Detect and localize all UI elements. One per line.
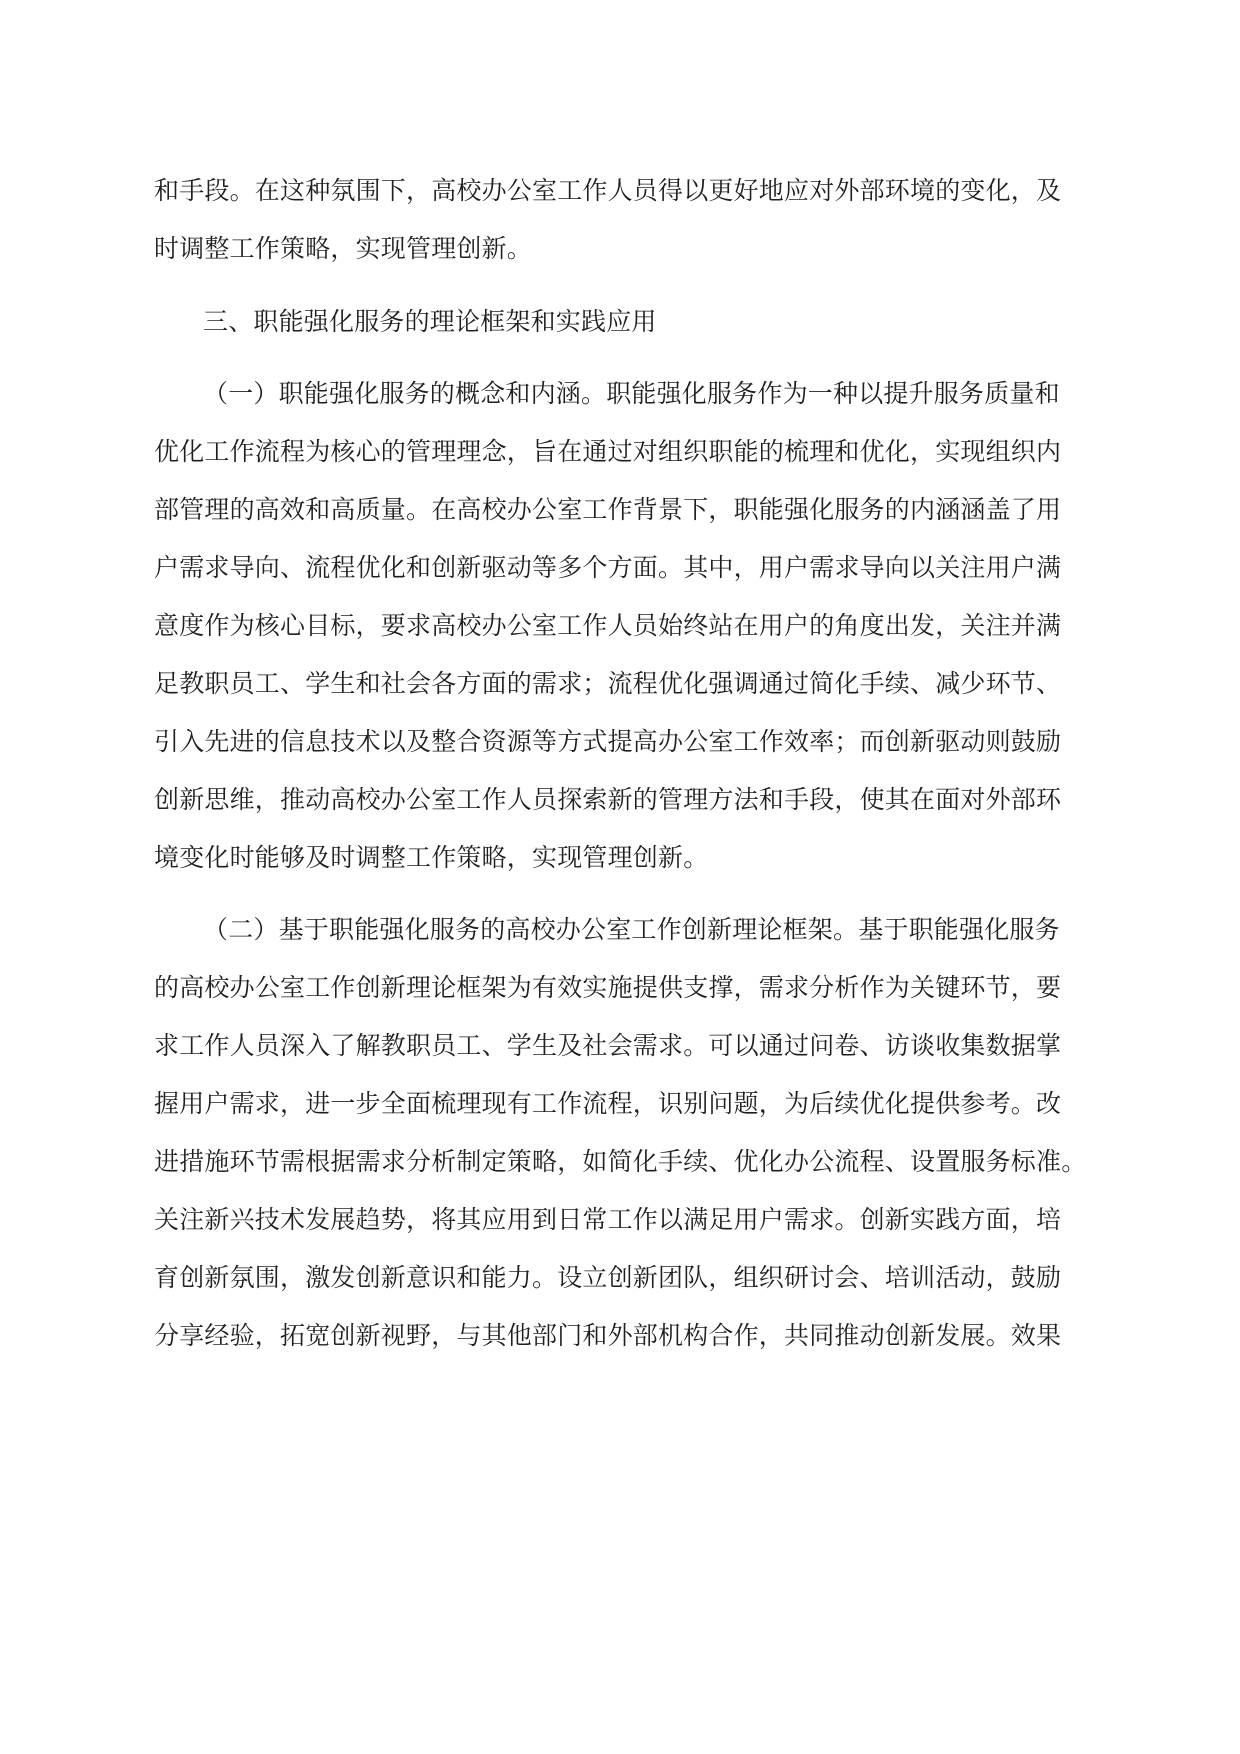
paragraph-line: 求工作人员深入了解教职员工、学生及社会需求。可以通过问卷、访谈收集数据掌 <box>154 1031 1062 1060</box>
paragraph-line: 时调整工作策略，实现管理创新。 <box>154 234 533 263</box>
paragraph-line: 意度作为核心目标，要求高校办公室工作人员始终站在用户的角度出发，关注并满 <box>154 611 1062 640</box>
paragraph-line: 足教职员工、学生和社会各方面的需求；流程优化强调通过简化手续、减少环节、 <box>154 669 1062 698</box>
section-heading: 三、职能强化服务的理论框架和实践应用 <box>203 307 657 336</box>
paragraph-line: 和手段。在这种氛围下，高校办公室工作人员得以更好地应对外部环境的变化，及 <box>154 176 1062 205</box>
paragraph-line: 境变化时能够及时调整工作策略，实现管理创新。 <box>154 843 709 872</box>
paragraph-line: 握用户需求，进一步全面梳理现有工作流程，识别问题，为后续优化提供参考。改 <box>154 1089 1062 1118</box>
paragraph-line: 部管理的高效和高质量。在高校办公室工作背景下，职能强化服务的内涵涵盖了用 <box>154 495 1062 524</box>
paragraph-line: 优化工作流程为核心的管理理念，旨在通过对组织职能的梳理和优化，实现组织内 <box>154 437 1062 466</box>
paragraph-line: 引入先进的信息技术以及整合资源等方式提高办公室工作效率；而创新驱动则鼓励 <box>154 727 1062 756</box>
paragraph-line: 分享经验，拓宽创新视野，与其他部门和外部机构合作，共同推动创新发展。效果 <box>154 1321 1062 1350</box>
paragraph-line: 的高校办公室工作创新理论框架为有效实施提供支撑，需求分析作为关键环节，要 <box>154 973 1062 1002</box>
paragraph-line: 关注新兴技术发展趋势，将其应用到日常工作以满足用户需求。创新实践方面，培 <box>154 1205 1062 1234</box>
paragraph-line: 创新思维，推动高校办公室工作人员探索新的管理方法和手段，使其在面对外部环 <box>154 785 1062 814</box>
paragraph-line: 户需求导向、流程优化和创新驱动等多个方面。其中，用户需求导向以关注用户满 <box>154 553 1062 582</box>
paragraph-line: （二）基于职能强化服务的高校办公室工作创新理论框架。基于职能强化服务 <box>203 915 1060 944</box>
paragraph-line: 育创新氛围，激发创新意识和能力。设立创新团队，组织研讨会、培训活动，鼓励 <box>154 1263 1062 1292</box>
paragraph-line: 进措施环节需根据需求分析制定策略，如简化手续、优化办公流程、设置服务标准。 <box>154 1147 1087 1176</box>
paragraph-line: （一）职能强化服务的概念和内涵。职能强化服务作为一种以提升服务质量和 <box>203 379 1060 408</box>
